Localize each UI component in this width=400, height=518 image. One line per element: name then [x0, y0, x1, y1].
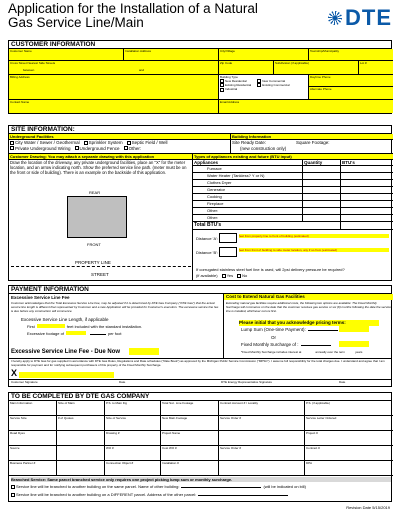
- appliance-quantity-field[interactable]: [303, 201, 341, 208]
- appliance-row-label: Cooking: [193, 194, 303, 201]
- cross-street-field[interactable]: Cross Street Nearest Side Streets between and: [9, 61, 219, 75]
- distance-a-label: Distance 'A':: [196, 236, 218, 241]
- appliance-btu-field[interactable]: [341, 201, 393, 208]
- township-field[interactable]: Township/Municipality: [309, 49, 393, 61]
- form-title: Application for the Installation of a Natural Gas Service Line/Main: [8, 1, 258, 30]
- dte-field[interactable]: Road Dyes: [9, 431, 57, 446]
- dte-field[interactable]: Service Size: [9, 416, 57, 431]
- total-btu-label: Total BTU's: [193, 222, 341, 230]
- distance-b-field[interactable]: [219, 247, 237, 257]
- street-label: STREET: [91, 272, 109, 277]
- distance-b-label: Distance 'B':: [196, 250, 218, 255]
- csst-yes-checkbox[interactable]: Yes: [222, 273, 234, 278]
- appliance-btu-field[interactable]: [341, 187, 393, 194]
- signature-x: X: [11, 368, 18, 378]
- city-village-field[interactable]: City/Village: [219, 49, 309, 61]
- customer-heading: CUSTOMER INFORMATION: [9, 41, 391, 49]
- dte-field[interactable]: Installation #: [161, 461, 219, 476]
- rear-label: REAR: [89, 190, 101, 195]
- dte-logo: [328, 5, 392, 31]
- appliance-quantity-field[interactable]: [303, 208, 341, 215]
- csst-no-checkbox[interactable]: No: [237, 273, 247, 278]
- new-commercial-checkbox[interactable]: New Commercial: [257, 79, 289, 83]
- dte-field[interactable]: Contract #: [305, 446, 393, 461]
- house-box: [67, 196, 127, 238]
- dte-field[interactable]: [219, 431, 305, 446]
- dte-field[interactable]: # of Quotes: [57, 416, 105, 431]
- alternate-phone-field[interactable]: Alternate Phone: [309, 87, 393, 100]
- cost-extend-text: Extending natural gas facilities require additional costs, the following two options are available: The Fixed Monthly Surcharge will commence on the date that the customer receives gas service or six (6) months following the date the service line is installed, whichever occurs first.: [226, 301, 391, 313]
- csst-options: (if available) Yes No: [196, 273, 248, 278]
- appliance-btu-field[interactable]: [341, 180, 393, 187]
- appliance-quantity-field[interactable]: [303, 187, 341, 194]
- subdivision-field[interactable]: Subdivision (if applicable): [274, 61, 359, 75]
- front-label: FRONT: [87, 242, 101, 247]
- sprinkler-checkbox[interactable]: Sprinkler System: [84, 140, 123, 146]
- appliance-row-label: Furnace: [193, 166, 303, 173]
- excess-footage-row: Excessive footage of per foot: [27, 331, 122, 336]
- underground-fence-checkbox[interactable]: Underground Fence: [75, 146, 120, 152]
- appliance-row-label: Fireplace: [193, 201, 303, 208]
- or-label: Or: [271, 335, 276, 340]
- underground-facilities: [9, 140, 231, 154]
- underground-label: Underground Facilities: [9, 134, 231, 140]
- new-residential-checkbox[interactable]: New Residential: [220, 79, 251, 83]
- excess-fee-label: Excessive Service Line Fee: [11, 295, 70, 300]
- distance-a-field[interactable]: [219, 233, 237, 243]
- esl-if-label: Excessive Service Line Length, if applicable: [21, 317, 109, 322]
- dte-field[interactable]: New Main Footage: [161, 416, 219, 431]
- cost-extend-label: Cost to Extend Natural Gas Facilities: [224, 294, 393, 300]
- site-ready-label: Site Ready Date:: [232, 140, 267, 145]
- initial-label: Please initial that you acknowledge pricing terms:: [239, 320, 379, 326]
- customer-signature-label: Customer Signature: [11, 380, 38, 384]
- email-field[interactable]: Email Address: [219, 100, 393, 113]
- lot-field[interactable]: Lot #: [359, 61, 393, 75]
- appliance-btu-field[interactable]: [341, 208, 393, 215]
- payment-heading: PAYMENT INFORMATION: [9, 286, 391, 294]
- property-line-label: PROPERTY LINE: [75, 260, 111, 265]
- sign-text: I hereby apply to DTE Gas for gas supplied in accordance with DTE Gas Rules, Regulations and Rate schedules ("Rate Book") as approved by the Michigan Public Service Commission ("MPSC"). I assume full responsibility for the total charges due. I understand and agree that I am responsible for payment and for notifying subsequent purchasers of this property of the Fixed Monthly Surcharge.: [11, 359, 385, 367]
- property-line: [11, 266, 191, 267]
- btu-col: BTU's: [341, 160, 393, 166]
- dte-field[interactable]: DPA: [305, 461, 393, 476]
- appliances-col: Appliances: [193, 160, 303, 166]
- existing-commercial-checkbox[interactable]: Existing Commercial: [257, 83, 289, 87]
- excess-fee-text: Customer acknowledges that the Total Excessive Service Line Fee, may be adjusted if it is determined by DTE Gas Company ("DTE Gas") that the actual service line length is different than represented by Customer and a new Application will be provided for Customer's execution. The excessive service line fee is due before any construction will commence.: [11, 301, 219, 313]
- billing-address-field[interactable]: Billing Address: [9, 75, 219, 100]
- dte-field[interactable]: [57, 461, 105, 476]
- dte-field[interactable]: P.S. to Main Fig: [105, 401, 161, 416]
- building-type: Building Type New Residential Existing Residential Industrial New Commercial Existing Commercial: [219, 75, 309, 100]
- appliance-quantity-field[interactable]: [303, 194, 341, 201]
- dte-field[interactable]: Drawing #: [105, 431, 161, 446]
- appliance-row-label: Other:: [193, 215, 303, 222]
- appliance-row-label: Generator: [193, 187, 303, 194]
- revision-date: Revision Date 5/15/2019: [346, 505, 390, 510]
- branch-same-parcel[interactable]: Service line will be branched to another building on the same parcel. Name of other building: (will be indicated on bill): [11, 484, 391, 489]
- building-info: Site Ready Date: Square Footage: (new construction only): [231, 140, 393, 154]
- industrial-checkbox[interactable]: Industrial: [220, 87, 251, 91]
- appliances-label: Types of appliances existing and future (BTU input): [193, 154, 393, 160]
- date-label-1: Date: [119, 380, 126, 384]
- dte-field[interactable]: Cost WO #: [161, 446, 219, 461]
- customer-name-field[interactable]: Customer Name: [9, 49, 124, 61]
- branched-label: Branched Service: Same parcel branched service only requires one project picking lump sum or monthly surcharge.: [11, 477, 391, 482]
- dte-field[interactable]: Service Letter Ordered: [305, 416, 393, 431]
- contact-name-field[interactable]: Contact Name: [9, 100, 219, 113]
- existing-residential-checkbox[interactable]: Existing Residential: [220, 83, 251, 87]
- total-btu-field[interactable]: [341, 222, 393, 230]
- appliance-row-label: Water Heater (Tankless? Y or N): [193, 173, 303, 180]
- logo-text: DTE: [345, 5, 392, 30]
- dte-field[interactable]: Contract Account # / Locality: [219, 401, 305, 416]
- septic-checkbox[interactable]: Septic Field / Well: [127, 140, 168, 146]
- payment-section: [8, 285, 392, 387]
- excess-due-label: Excessive Service Line Fee - Due Now: [11, 349, 121, 355]
- site-section: [8, 125, 392, 281]
- private-wiring-checkbox[interactable]: Private Underground Wiring: [10, 146, 71, 152]
- lump-sum-field[interactable]: [339, 326, 369, 332]
- installation-address-field[interactable]: Installation Address: [124, 49, 219, 61]
- fms-note: *Fixed Monthly Surcharge includes interest at annually over the term years: [241, 350, 363, 354]
- dte-field[interactable]: WO #: [105, 446, 161, 461]
- sqft-label: Square Footage:: [296, 140, 330, 145]
- appliance-btu-field[interactable]: [341, 173, 393, 180]
- dte-heading: TO BE COMPLETED BY DTE GAS COMPANY: [9, 393, 391, 401]
- first-feet-row: First feet included with the standard installation.: [27, 324, 143, 329]
- other-ug-checkbox[interactable]: Other:: [124, 146, 142, 152]
- dte-field[interactable]: Service Order #: [219, 416, 305, 431]
- dte-field[interactable]: P.S. (if applicable): [305, 401, 393, 416]
- drawing-label: Customer Drawing: You may attach a separate drawing with this application: [9, 154, 193, 160]
- appliance-quantity-field[interactable]: [303, 180, 341, 187]
- dte-field[interactable]: Connection Object #: [105, 461, 161, 476]
- branch-different-parcel[interactable]: Service line will be branched to another building on a DIFFERENT parcel. Address of the other parcel:: [11, 492, 391, 497]
- dte-field[interactable]: Size of Service: [105, 416, 161, 431]
- dte-field[interactable]: Main Information: [9, 401, 57, 416]
- appliance-quantity-field[interactable]: [303, 215, 341, 222]
- dte-field[interactable]: Project #: [305, 431, 393, 446]
- dte-field[interactable]: Source: [9, 446, 57, 461]
- dte-field[interactable]: [57, 446, 105, 461]
- appliance-row-label: Clothes Dryer: [193, 180, 303, 187]
- date-label-2: Date: [339, 380, 346, 384]
- dte-field[interactable]: Business Partner #: [9, 461, 57, 476]
- quantity-col: Quantity: [303, 160, 341, 166]
- dte-section: [8, 392, 392, 502]
- drawing-area[interactable]: Draw the location of the driveway, any private underground facilities, place an "X" for the meter location, and an arrow indicating north. Show the preferred service line path. (meter must be on the front or side of building). There is an example on the backside of this application. REAR FRONT PROPERTY LINE STREET: [9, 160, 193, 280]
- site-heading: SITE INFORMATION:: [9, 126, 391, 134]
- dte-signature-label: DTE Energy Representative Signature: [221, 380, 273, 384]
- customer-signature-field[interactable]: [19, 372, 114, 378]
- city-water-checkbox[interactable]: City Water / Sewer / Geothermal: [10, 140, 80, 146]
- dte-field[interactable]: Project Name: [161, 431, 219, 446]
- excess-due-field[interactable]: [129, 348, 159, 355]
- lump-sum-row: Lump Sum (One-time Payment):: [241, 327, 338, 333]
- appliance-row-label: Other:: [193, 208, 303, 215]
- dte-field[interactable]: Size of Main: [57, 401, 105, 416]
- appliance-quantity-field[interactable]: [303, 166, 341, 173]
- customer-section: [8, 40, 392, 114]
- distance-a-text: feet from property line to front of building (estimated): [239, 234, 389, 238]
- building-info-label: Building Information: [231, 134, 393, 140]
- appliance-btu-field[interactable]: [341, 166, 393, 173]
- daytime-phone-field[interactable]: Daytime Phone: [309, 75, 393, 87]
- dte-field[interactable]: [57, 431, 105, 446]
- appliance-btu-field[interactable]: [341, 194, 393, 201]
- csst-question: If corrugated stainless steel fuel line is used, will 2psi delivery pressure be required?: [196, 267, 345, 272]
- dte-field[interactable]: Service Order #: [219, 446, 305, 461]
- distance-b-text: feet from front of building to side meter location, any if so from (estimated): [239, 248, 389, 252]
- appliance-quantity-field[interactable]: [303, 173, 341, 180]
- appliance-btu-field[interactable]: [341, 215, 393, 222]
- fixed-monthly-field[interactable]: [339, 341, 369, 347]
- zip-code-field[interactable]: Zip Code: [219, 61, 274, 75]
- dte-field[interactable]: [219, 461, 305, 476]
- fixed-monthly-row: Fixed Monthly Surcharge of :: [241, 342, 331, 348]
- logo-burst-icon: [328, 11, 342, 25]
- dte-field[interactable]: Total Svc. Line Footage: [161, 401, 219, 416]
